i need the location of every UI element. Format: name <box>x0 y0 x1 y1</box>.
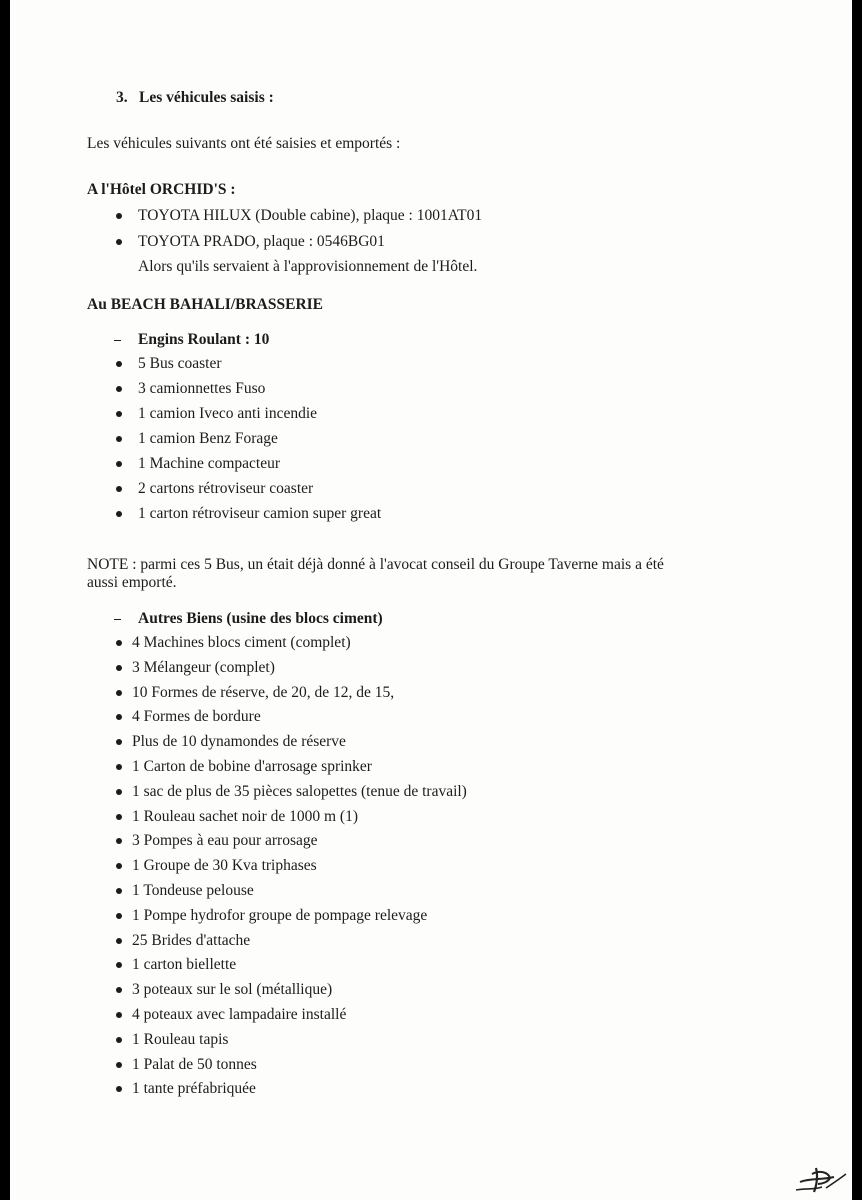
section-title: Les véhicules saisis : <box>139 89 274 106</box>
autres-item: 1 sac de plus de 35 pièces salopettes (tenue de travail) <box>132 782 467 800</box>
autres-item: 1 Rouleau sachet noir de 1000 m (1) <box>132 807 358 825</box>
bullet-icon <box>116 1086 122 1092</box>
autres-item: 4 Machines blocs ciment (complet) <box>132 634 351 651</box>
bullet-icon <box>116 511 122 517</box>
autres-item: 3 poteaux sur le sol (métallique) <box>132 981 333 999</box>
section-number: 3. <box>116 89 128 106</box>
bullet-icon <box>116 789 122 795</box>
autres-item: 4 poteaux avec lampadaire installé <box>132 1006 347 1023</box>
bullet-icon <box>116 690 122 696</box>
autres-item: 1 Pompe hydrofor groupe de pompage relevage <box>132 906 428 924</box>
bullet-icon <box>116 938 122 944</box>
autres-item: 1 Tondeuse pelouse <box>132 882 254 899</box>
engins-item: 5 Bus coaster <box>138 355 222 372</box>
bullet-icon <box>116 714 122 720</box>
autres-item: 1 Carton de bobine d'arrosage sprinker <box>132 758 372 775</box>
bullet-icon <box>116 386 122 392</box>
bullet-icon <box>116 361 122 367</box>
bullet-icon <box>116 739 122 745</box>
bullet-icon <box>116 962 122 968</box>
bullet-icon <box>116 863 122 869</box>
bullet-icon <box>116 1062 122 1068</box>
engins-heading: Engins Roulant : 10 <box>138 331 270 348</box>
engins-item: 1 camion Iveco anti incendie <box>138 405 318 422</box>
bullet-icon <box>116 213 122 219</box>
engins-dash <box>114 340 121 341</box>
bullet-icon <box>116 486 122 492</box>
orchids-item: TOYOTA PRADO, plaque : 0546BG01 <box>138 233 385 250</box>
autres-item: 3 Pompes à eau pour arrosage <box>132 832 318 850</box>
bullet-icon <box>116 764 122 770</box>
beach-heading: Au BEACH BAHALI/BRASSERIE <box>87 296 324 313</box>
bullet-icon <box>116 411 122 417</box>
engins-item: 1 carton rétroviseur camion super great <box>138 505 382 522</box>
autres-item: 25 Brides d'attache <box>132 931 251 949</box>
bullet-icon <box>116 665 122 671</box>
autres-item: 1 Palat de 50 tonnes <box>132 1055 257 1073</box>
autres-item: 4 Formes de bordure <box>132 708 261 726</box>
autres-item: Plus de 10 dynamondes de réserve <box>132 733 346 751</box>
bullet-icon <box>116 640 122 646</box>
engins-item: 1 Machine compacteur <box>138 455 281 472</box>
autres-heading: Autres Biens (usine des blocs ciment) <box>138 610 383 627</box>
bullet-icon <box>116 1037 122 1043</box>
autres-item: 3 Mélangeur (complet) <box>132 658 275 676</box>
autres-item: 1 tante préfabriquée <box>132 1080 256 1098</box>
bullet-icon <box>116 987 122 993</box>
autres-item: 1 Groupe de 30 Kva triphases <box>132 857 317 875</box>
bullet-icon <box>116 814 122 820</box>
orchids-item: TOYOTA HILUX (Double cabine), plaque : 1001AT01 <box>138 207 483 224</box>
signature-mark <box>792 1160 852 1196</box>
autres-item: 1 Rouleau tapis <box>132 1030 229 1048</box>
bullet-icon <box>116 1012 122 1018</box>
note-line-2: aussi emporté. <box>87 574 177 591</box>
bullet-icon <box>116 436 122 442</box>
bullet-icon <box>116 913 122 919</box>
engins-item: 1 camion Benz Forage <box>138 430 278 447</box>
bullet-icon <box>116 239 122 245</box>
autres-dash <box>114 619 121 620</box>
autres-item: 1 carton biellette <box>132 956 237 974</box>
bullet-icon <box>116 888 122 894</box>
autres-item: 10 Formes de réserve, de 20, de 12, de 15, <box>132 683 395 701</box>
bullet-icon <box>116 461 122 467</box>
bullet-icon <box>116 838 122 844</box>
orchids-note: Alors qu'ils servaient à l'approvisionnement de l'Hôtel. <box>138 258 478 275</box>
document-page <box>10 0 852 1200</box>
engins-item: 3 camionnettes Fuso <box>138 380 266 397</box>
orchids-heading: A l'Hôtel ORCHID'S : <box>87 181 236 198</box>
note-line-1: NOTE : parmi ces 5 Bus, un était déjà donné à l'avocat conseil du Groupe Taverne mais a été <box>87 556 664 573</box>
engins-item: 2 cartons rétroviseur coaster <box>138 480 314 497</box>
section-intro: Les véhicules suivants ont été saisies et emportés : <box>87 135 401 152</box>
